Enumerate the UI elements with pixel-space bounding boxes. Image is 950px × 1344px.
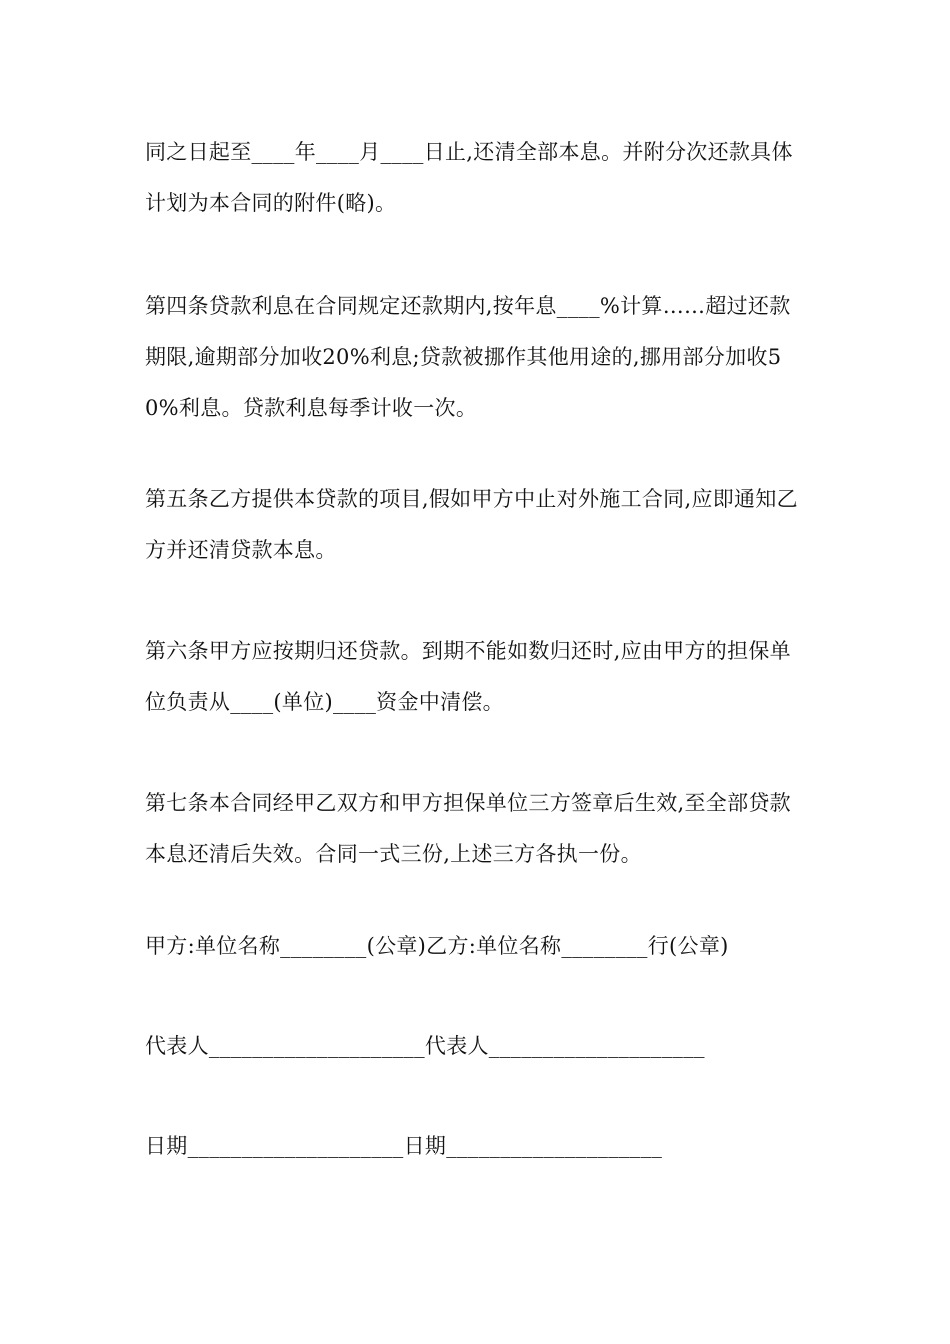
signature-party-names: 甲方:单位名称________(公章)乙方:单位名称________行(公章) — [145, 934, 729, 958]
signature-representatives: 代表人____________________代表人____________________ — [145, 1034, 705, 1058]
paragraph-article-5-project: 第五条乙方提供本贷款的项目,假如甲方中止对外施工合同,应即通知乙方并还清贷款本息。 — [145, 487, 798, 562]
paragraph-article-7-validity: 第七条本合同经甲乙双方和甲方担保单位三方签章后生效,至全部贷款本息还清后失效。合同一式三份,上述三方各执一份。 — [145, 791, 791, 866]
paragraph-repayment-schedule: 同之日起至____年____月____日止,还清全部本息。并附分次还款具体计划为本合同的附件(略)。 — [145, 140, 793, 215]
paragraph-article-6-repayment: 第六条甲方应按期归还贷款。到期不能如数归还时,应由甲方的担保单位负责从____(单位)____资金中清偿。 — [145, 639, 791, 714]
signature-dates: 日期____________________日期____________________ — [145, 1134, 663, 1158]
paragraph-article-4-interest: 第四条贷款利息在合同规定还款期内,按年息____%计算……超过还款期限,逾期部分加收20%利息;贷款被挪作其他用途的,挪用部分加收50%利息。贷款利息每季计收一次。 — [145, 294, 791, 420]
